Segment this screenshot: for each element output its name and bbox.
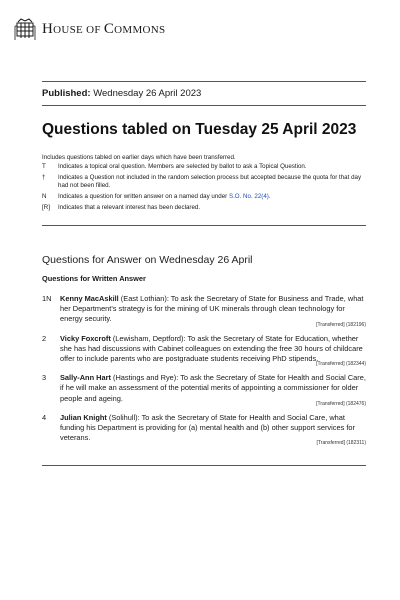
- question-text: To ask the Secretary of State for Health and Social Care, if he will make an assessment of the potential merits of appointing a commissioner for older people and ageing.: [60, 373, 366, 403]
- divider: [42, 465, 366, 466]
- constituency: (East Lothian):: [118, 294, 171, 303]
- sub-title: Questions for Written Answer: [42, 274, 146, 283]
- divider: [42, 225, 366, 226]
- standing-order-link[interactable]: S.O. No. 22(4): [228, 193, 269, 201]
- portcullis-logo-icon: [14, 16, 36, 42]
- legend-text: Indicates a topical oral question. Members are selected by ballot to ask a Topical Question.: [58, 163, 307, 170]
- question-body: [60, 334, 366, 369]
- legend-text: Indicates a Question not included in the random selection process but accepted because the quota for that day had not been filled.: [58, 173, 362, 190]
- question-number: 3: [42, 373, 47, 383]
- legend: [42, 163, 362, 215]
- question-reference: [Transferred] (182311): [316, 440, 366, 447]
- question-item: [42, 413, 366, 448]
- legend-key: †: [42, 173, 46, 181]
- divider: [42, 81, 366, 82]
- question-text: To ask the Secretary of State for Health and Social Care, what funding his Department is providing for (a) mental health and (b) other support services for veterans.: [60, 412, 355, 443]
- member-name: Sally-Ann Hart: [60, 373, 111, 383]
- divider: [42, 105, 366, 106]
- questions-list: [42, 294, 366, 452]
- legend-item: [42, 193, 362, 202]
- member-name: Julian Knight: [60, 412, 107, 422]
- legend-item: [42, 163, 362, 172]
- question-reference: [Transferred] (182344): [316, 361, 366, 368]
- section-title: Questions for Answer on Wednesday 26 April: [42, 254, 253, 266]
- legend-text: Indicates a question for written answer on a named day under S.O. No. 22(4).: [58, 193, 271, 201]
- legend-item: [42, 174, 362, 191]
- question-number: 2: [42, 333, 47, 343]
- constituency: (Solihull):: [106, 412, 142, 422]
- published-line: [42, 88, 201, 99]
- published-date: Wednesday 26 April 2023: [93, 88, 202, 99]
- question-body: [60, 294, 366, 329]
- question-reference: [Transferred] (182196): [316, 321, 366, 328]
- legend-item: [42, 204, 362, 213]
- question-body: [60, 373, 366, 408]
- house-header: [14, 14, 165, 44]
- question-item: [42, 373, 366, 408]
- question-number: 1N: [42, 294, 52, 303]
- constituency: (Lewisham, Deptford):: [110, 333, 188, 343]
- member-name: Vicky Foxcroft: [60, 333, 111, 343]
- question-number: 4: [42, 412, 47, 422]
- constituency: (Hastings and Rye):: [110, 373, 181, 383]
- question-item: [42, 294, 366, 329]
- question-item: [42, 334, 366, 369]
- page-title: Questions tabled on Tuesday 25 April 2023: [42, 121, 357, 138]
- legend-key: [R]: [42, 204, 50, 212]
- house-name: HOUSE OF COMMONS: [42, 20, 166, 37]
- question-text: To ask the Secretary of State for Business and Trade, what her Department's strategy is for the mining of UK minerals through clean technology for energy security.: [60, 294, 364, 324]
- intro-text: Includes questions tabled on earlier days which have been transferred.: [42, 154, 236, 161]
- published-label: Published:: [42, 88, 91, 99]
- question-body: [60, 413, 366, 448]
- question-text: To ask the Secretary of State for Education, whether she has had discussions with Cabinet colleagues on extending the free 30 hours of childcare offer to include parents who are postgraduate students receiving PhD stipends.: [60, 333, 363, 364]
- legend-key: N: [42, 193, 47, 201]
- question-reference: [Transferred] (182476): [316, 400, 366, 407]
- legend-key: T: [42, 163, 46, 170]
- legend-text: Indicates that a relevant interest has been declared.: [58, 204, 201, 212]
- member-name: Kenny MacAskill: [60, 294, 119, 303]
